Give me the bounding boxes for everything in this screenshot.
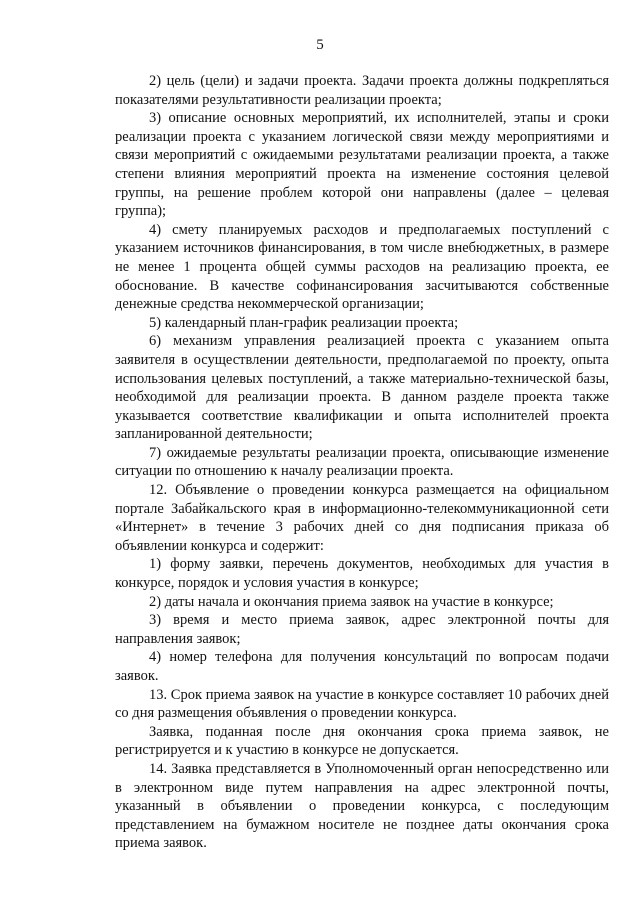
paragraph-item-2: 2) цель (цели) и задачи проекта. Задачи проекта должны подкрепляться показателями результативности реализации проекта;: [115, 73, 609, 108]
paragraph-item-3: 3) описание основных мероприятий, их исполнителей, этапы и сроки реализации проекта с указанием логической связи между мероприятиями и связи мероприятий с ожидаемыми результатами реализации проекта, а также степени влияния мероприятий проекта на изменение состояния целевой группы, на решение проблем которой они направлены (далее – целевая группа);: [115, 110, 609, 220]
paragraph-section-13-note: Заявка, поданная после дня окончания срока приема заявок, не регистрируется и к участию в конкурсе не допускается.: [115, 723, 609, 759]
paragraph-section-14: 14. Заявка представляется в Уполномоченный орган непосредственно или в электронном виде путем направления на адрес электронной почты, указанный в объявлении о проведении конкурса, с последующим представлением на бумажном носителе не позднее даты окончания срока приема заявок.: [115, 760, 609, 852]
paragraph-section-12: 12. Объявление о проведении конкурса размещается на официальном портале Забайкальского края в информационно-телекоммуникационной сети «Интернет» в течение 3 рабочих дней со дня подписания приказа об объявлении конкурса и содержит:: [115, 482, 609, 554]
paragraph-section-12-item-3: 3) время и место приема заявок, адрес электронной почты для направления заявок;: [115, 612, 609, 647]
paragraph-section-12-item-1: 1) форму заявки, перечень документов, необходимых для участия в конкурсе, порядок и условия участия в конкурсе;: [115, 556, 609, 592]
paragraph-section-12-item-2: 2) даты начала и окончания приема заявок на участие в конкурсе;: [149, 593, 554, 610]
paragraph-section-13: 13. Срок приема заявок на участие в конкурсе составляет 10 рабочих дней со дня размещения объявления о проведении конкурса.: [115, 686, 609, 722]
paragraph-item-7: 7) ожидаемые результаты реализации проекта, описывающие изменение ситуации по отношению к началу реализации проекта.: [115, 444, 609, 480]
page-number: 5: [316, 37, 324, 53]
paragraph-section-12-item-4: 4) номер телефона для получения консультаций по вопросам подачи заявок.: [115, 649, 609, 684]
paragraph-item-5: 5) календарный план-график реализации проекта;: [149, 314, 459, 331]
paragraph-item-4: 4) смету планируемых расходов и предполагаемых поступлений с указанием источников финансирования, в том числе внебюджетных, в размере не менее 1 процента общей суммы расходов на реализацию проекта, ее обоснование. В качестве софинансирования засчитываются собственные денежные средства некоммерческой организации;: [115, 221, 609, 313]
paragraph-item-6: 6) механизм управления реализацией проекта с указанием опыта заявителя в осуществлении деятельности, предполагаемой по проекту, опыта использования целевых поступлений, а также материально-технической базы, необходимой для реализации проекта. В данном разделе проекта также указывается соответствие квалификации и опыта исполнителей проекта запланированной деятельности;: [115, 333, 609, 443]
document-body: [115, 72, 609, 853]
